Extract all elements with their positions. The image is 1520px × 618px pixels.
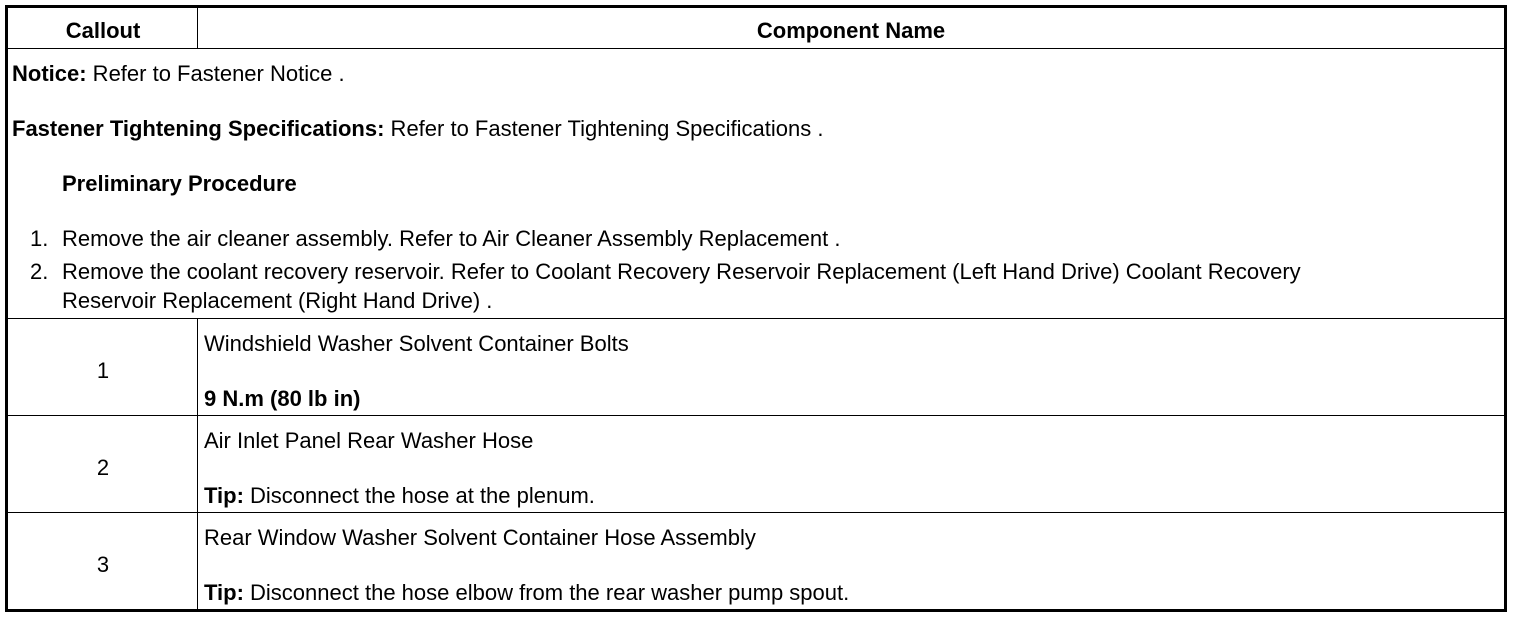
row-2-callout: 2 (96, 455, 110, 480)
row-2-tip: Tip: Disconnect the hose at the plenum. (204, 483, 595, 508)
procedure-title: Preliminary Procedure (62, 171, 297, 196)
step-2-num: 2. (30, 259, 49, 284)
step-2-text-line1: Remove the coolant recovery reservoir. Refer to Coolant Recovery Reservoir Replacement (Left Hand Drive) Coolant Recovery (62, 259, 1301, 284)
header-component-name: Component Name (756, 18, 946, 43)
row-3-name: Rear Window Washer Solvent Container Hose Assembly (204, 525, 756, 550)
row-3-tip: Tip: Disconnect the hose elbow from the rear washer pump spout. (204, 580, 850, 605)
fastener-spec: Fastener Tightening Specifications: Refer to Fastener Tightening Specifications . (12, 116, 824, 141)
component-table (5, 5, 1507, 612)
step-1-num: 1. (30, 226, 49, 251)
step-2-text-line2: Reservoir Replacement (Right Hand Drive) . (62, 288, 493, 313)
row-1-torque: 9 N.m (80 lb in) (204, 386, 361, 411)
header-callout: Callout (65, 18, 141, 43)
row-3-callout: 3 (96, 552, 110, 577)
row-1-name: Windshield Washer Solvent Container Bolts (204, 331, 629, 356)
row-2-name: Air Inlet Panel Rear Washer Hose (204, 428, 534, 453)
row-1-callout: 1 (96, 358, 110, 383)
notice: Notice: Refer to Fastener Notice . (12, 61, 345, 86)
step-1-text: Remove the air cleaner assembly. Refer to Air Cleaner Assembly Replacement . (62, 226, 841, 251)
